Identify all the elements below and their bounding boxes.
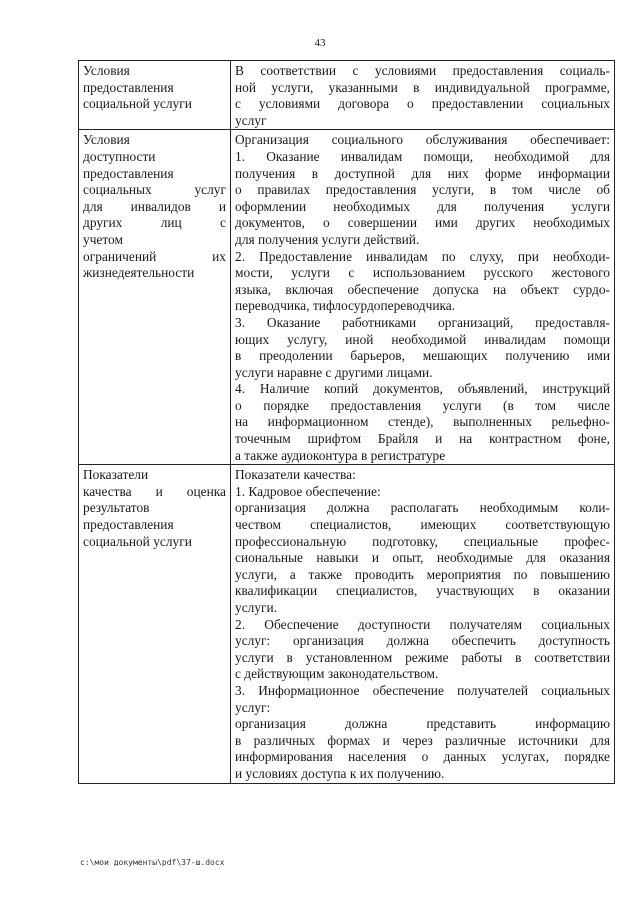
cell-line: точечным шрифтом Брайля и на контрастном фоне,	[235, 431, 610, 447]
cell-line: социальных услуг	[83, 182, 226, 198]
cell-line: сиональные навыки и опыт, необходимые для оказания	[235, 550, 610, 566]
cell-line: в различных формах и через различные источники для	[235, 732, 610, 748]
row-text-quality	[231, 465, 615, 783]
cell-line: информирования населения о данных услугах, порядке	[235, 749, 610, 765]
cell-line: получения в доступной для них форме информации	[235, 165, 610, 181]
table-row	[79, 61, 615, 130]
table-row	[79, 130, 615, 465]
cell-line: ограничений их	[83, 248, 226, 264]
cell-line: ющих услугу, иной необходимой инвалидам помощи	[235, 331, 610, 347]
cell-line: с условиями договора о предоставлении социальных	[235, 96, 610, 112]
cell-line: учетом	[83, 231, 123, 247]
cell-line: жизнедеятельности	[83, 265, 195, 281]
services-table	[78, 60, 615, 784]
row-text-conditions	[231, 61, 615, 130]
cell-line: документов, о совершении ими других необходимых	[235, 215, 610, 231]
row-heading-quality	[79, 465, 231, 783]
cell-line: с действующим законодательством.	[235, 666, 439, 682]
cell-line: языка, включая обеспечение допуска на объект сурдо-	[235, 281, 610, 297]
cell-line: организация должна представить информацию	[235, 716, 610, 732]
cell-line: 1. Оказание инвалидам помощи, необходимой для	[235, 148, 610, 164]
cell-line: 3. Информационное обеспечение получателей социальных	[235, 682, 610, 698]
cell-line: Организация социального обслуживания обеспечивает:	[235, 132, 610, 148]
cell-line: социальной услуги	[83, 533, 192, 549]
cell-line: 2. Предоставление инвалидам по слуху, при необходи-	[235, 248, 610, 264]
cell-line: Показатели	[83, 467, 149, 483]
cell-line: переводчика, тифлосурдопереводчика.	[235, 298, 456, 314]
cell-line: оформлении необходимых для получения услуги	[235, 198, 610, 214]
file-path-footer: c:\мои документы\pdf\37-ш.docx	[80, 858, 225, 867]
cell-line: и условиях доступа к их получению.	[235, 765, 445, 781]
row-heading-accessibility	[79, 130, 231, 465]
cell-line: мости, услуги с использованием русского жестового	[235, 265, 610, 281]
cell-line: на информационном стенде), выполненных рельефно-	[235, 414, 610, 430]
cell-line: услуги наравне с другими лицами.	[235, 364, 433, 380]
cell-line: доступности	[83, 148, 156, 164]
cell-line: В соответствии с условиями предоставления социаль-	[235, 63, 610, 78]
cell-line: о правилах предоставления услуги, в том числе об	[235, 182, 610, 198]
cell-line: услуги в установленном режиме работы в соответствии	[235, 649, 610, 665]
cell-line: предоставления	[83, 165, 174, 181]
cell-line: 3. Оказание работниками организаций, предоставля-	[235, 314, 610, 330]
cell-line: Условия	[83, 63, 130, 78]
cell-line: услуг:	[235, 699, 271, 715]
cell-line: 2. Обеспечение доступности получателям социальных	[235, 616, 610, 632]
cell-line: услуг	[235, 112, 267, 128]
cell-line: ной услуги, указанными в индивидуальной программе,	[235, 79, 610, 95]
cell-line: качества и оценка	[83, 483, 226, 499]
cell-line: услуги, а также проводить мероприятия по повышению	[235, 566, 610, 582]
cell-line: Условия	[83, 132, 130, 148]
cell-line: в преодолении барьеров, мешающих получению ими	[235, 348, 610, 364]
page-number: 43	[314, 37, 326, 49]
cell-line: 4. Наличие копий документов, объявлений, инструкций	[235, 381, 610, 397]
cell-line: чеством специалистов, имеющих соответствующую	[235, 517, 610, 533]
cell-line: предоставления	[83, 517, 174, 533]
cell-line: квалификации специалистов, участвующих в оказании	[235, 583, 610, 599]
cell-line: услуги.	[235, 600, 278, 615]
table-row	[79, 465, 615, 783]
cell-line: организация должна располагать необходимым коли-	[235, 500, 610, 516]
row-heading-conditions	[79, 61, 231, 130]
cell-line: профессиональную подготовку, специальные профес-	[235, 533, 610, 549]
cell-line: услуг: организация должна обеспечить доступность	[235, 633, 610, 649]
row-text-accessibility	[231, 130, 615, 465]
cell-line: других лиц с	[83, 215, 226, 231]
cell-line: социальной услуги	[83, 96, 192, 112]
cell-line: для получения услуги действий.	[235, 231, 420, 247]
cell-line: для инвалидов и	[83, 198, 226, 214]
cell-line: о порядке предоставления услуги (в том числе	[235, 397, 610, 413]
cell-line: результатов	[83, 500, 150, 516]
cell-line: а также аудиоконтура в регистратуре	[235, 447, 446, 463]
cell-line: 1. Кадровое обеспечение:	[235, 483, 381, 499]
cell-line: предоставления	[83, 79, 174, 95]
cell-line: Показатели качества:	[235, 467, 356, 483]
